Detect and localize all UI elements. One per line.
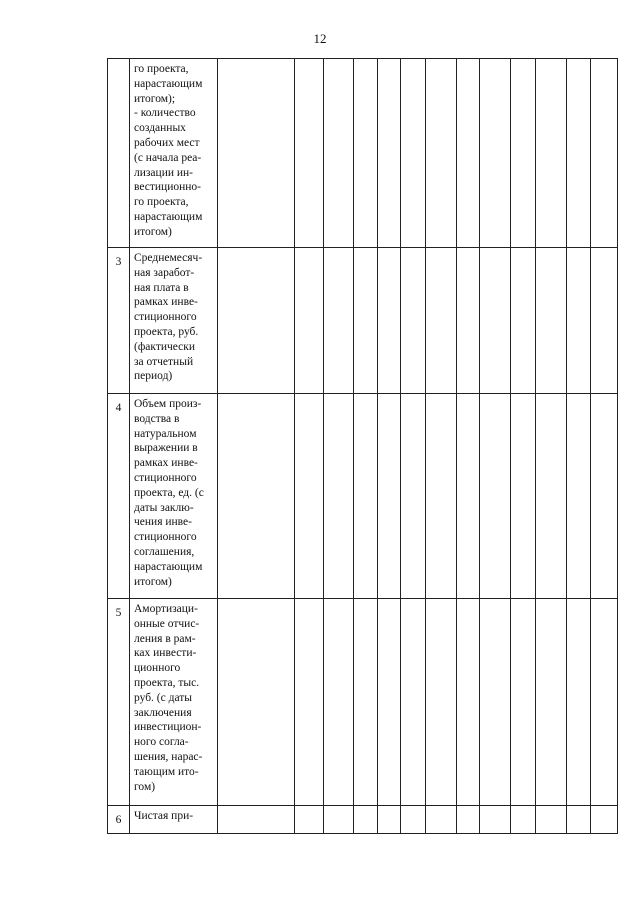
empty-cell [401, 248, 426, 394]
empty-cell [511, 59, 536, 248]
empty-cell [591, 599, 618, 806]
description-line: нарастающим [134, 77, 203, 90]
description-line: го проекта, [134, 196, 189, 209]
description-line: водства в [134, 412, 180, 425]
description-line: лизации ин- [134, 166, 194, 179]
empty-cell [511, 248, 536, 394]
empty-cell [324, 806, 354, 834]
description-line: Чистая при- [134, 810, 194, 822]
empty-cell [591, 806, 618, 834]
indicator-description [130, 806, 218, 834]
empty-cell [401, 59, 426, 248]
description-line: (фактически [134, 340, 196, 353]
description-line: нарастающим [134, 560, 203, 573]
empty-cell [354, 59, 378, 248]
description-line: проекта, руб. [134, 325, 199, 338]
empty-cell [295, 248, 324, 394]
description-line: ная плата в [134, 281, 189, 294]
table-row [108, 806, 618, 834]
description-line: итогом); [134, 92, 176, 105]
empty-cell [401, 806, 426, 834]
description-line: шения, нарас- [134, 750, 203, 763]
description-line: стиционного [134, 471, 197, 484]
description-line: рамках инве- [134, 457, 198, 470]
description-line: заключения [134, 706, 192, 719]
indicator-description [130, 59, 218, 248]
empty-cell [354, 806, 378, 834]
table-row [108, 59, 618, 248]
empty-cell [426, 248, 457, 394]
description-line: Амортизаци- [134, 603, 198, 615]
description-line: проекта, тыс. [134, 676, 200, 689]
description-line: ках инвести- [134, 647, 197, 660]
empty-cell [536, 248, 567, 394]
description-line: итогом) [134, 225, 172, 238]
empty-cell [457, 599, 480, 806]
empty-cell [567, 248, 591, 394]
empty-cell [378, 394, 401, 599]
empty-cell [536, 59, 567, 248]
description-line: ная заработ- [134, 266, 195, 279]
empty-cell [591, 394, 618, 599]
empty-cell [480, 248, 511, 394]
empty-cell [536, 599, 567, 806]
description-line: чения инве- [134, 516, 192, 529]
empty-cell [567, 59, 591, 248]
row-number: 3 [108, 248, 130, 394]
empty-cell [426, 599, 457, 806]
empty-cell [480, 599, 511, 806]
description-line: ления в рам- [134, 632, 196, 645]
empty-cell [218, 59, 295, 248]
empty-cell [378, 599, 401, 806]
indicators-table [107, 58, 618, 834]
page-number: 12 [313, 31, 327, 46]
empty-cell [401, 394, 426, 599]
description-line: тающим ито- [134, 765, 199, 778]
description-line: го проекта, [134, 63, 189, 75]
description-line: ного согла- [134, 736, 189, 749]
description-line: итогом) [134, 575, 172, 588]
empty-cell [591, 59, 618, 248]
empty-cell [324, 394, 354, 599]
empty-cell [378, 806, 401, 834]
description-line: период) [134, 370, 173, 383]
empty-cell [426, 59, 457, 248]
empty-cell [536, 806, 567, 834]
table-row [108, 599, 618, 806]
empty-cell [295, 806, 324, 834]
empty-cell [218, 806, 295, 834]
empty-cell [324, 599, 354, 806]
row-number: 5 [108, 599, 130, 806]
description-line: стиционного [134, 531, 197, 544]
description-line: руб. (с даты [134, 691, 193, 704]
empty-cell [354, 394, 378, 599]
description-line: Объем произ- [134, 398, 202, 410]
empty-cell [295, 59, 324, 248]
empty-cell [218, 599, 295, 806]
row-number: 6 [108, 806, 130, 834]
empty-cell [567, 599, 591, 806]
empty-cell [457, 394, 480, 599]
empty-cell [218, 248, 295, 394]
empty-cell [480, 59, 511, 248]
empty-cell [324, 59, 354, 248]
empty-cell [480, 394, 511, 599]
description-line: - количество [134, 107, 196, 120]
description-line: (с начала реа- [134, 151, 202, 164]
description-line: стиционного [134, 311, 197, 324]
description-line: соглашения, [134, 545, 195, 558]
empty-cell [401, 599, 426, 806]
empty-cell [457, 59, 480, 248]
empty-cell [567, 394, 591, 599]
empty-cell [480, 806, 511, 834]
empty-cell [378, 59, 401, 248]
empty-cell [354, 248, 378, 394]
empty-cell [591, 248, 618, 394]
empty-cell [567, 806, 591, 834]
empty-cell [457, 806, 480, 834]
description-line: гом) [134, 780, 156, 793]
empty-cell [295, 599, 324, 806]
empty-cell [218, 394, 295, 599]
description-line: Среднемесяч- [134, 252, 203, 264]
indicator-description [130, 394, 218, 599]
empty-cell [295, 394, 324, 599]
description-line: даты заклю- [134, 501, 194, 514]
empty-cell [511, 599, 536, 806]
empty-cell [354, 599, 378, 806]
empty-cell [426, 394, 457, 599]
table-row [108, 394, 618, 599]
empty-cell [378, 248, 401, 394]
description-line: вестиционно- [134, 181, 201, 194]
description-line: инвестицион- [134, 721, 202, 734]
empty-cell [511, 394, 536, 599]
description-line: ционного [134, 662, 181, 675]
description-line: онные отчис- [134, 617, 200, 630]
description-line: выражении в [134, 442, 198, 455]
description-line: рамках инве- [134, 296, 198, 309]
description-line: проекта, ед. (с [134, 486, 204, 499]
indicator-description [130, 248, 218, 394]
empty-cell [457, 248, 480, 394]
row-number [108, 59, 130, 248]
empty-cell [426, 806, 457, 834]
table-row [108, 248, 618, 394]
description-line: за отчетный [134, 355, 194, 368]
empty-cell [511, 806, 536, 834]
description-line: натуральном [134, 427, 197, 440]
empty-cell [324, 248, 354, 394]
description-line: нарастающим [134, 210, 203, 223]
empty-cell [536, 394, 567, 599]
row-number: 4 [108, 394, 130, 599]
indicator-description [130, 599, 218, 806]
description-line: созданных [134, 122, 186, 135]
description-line: рабочих мест [134, 136, 200, 149]
